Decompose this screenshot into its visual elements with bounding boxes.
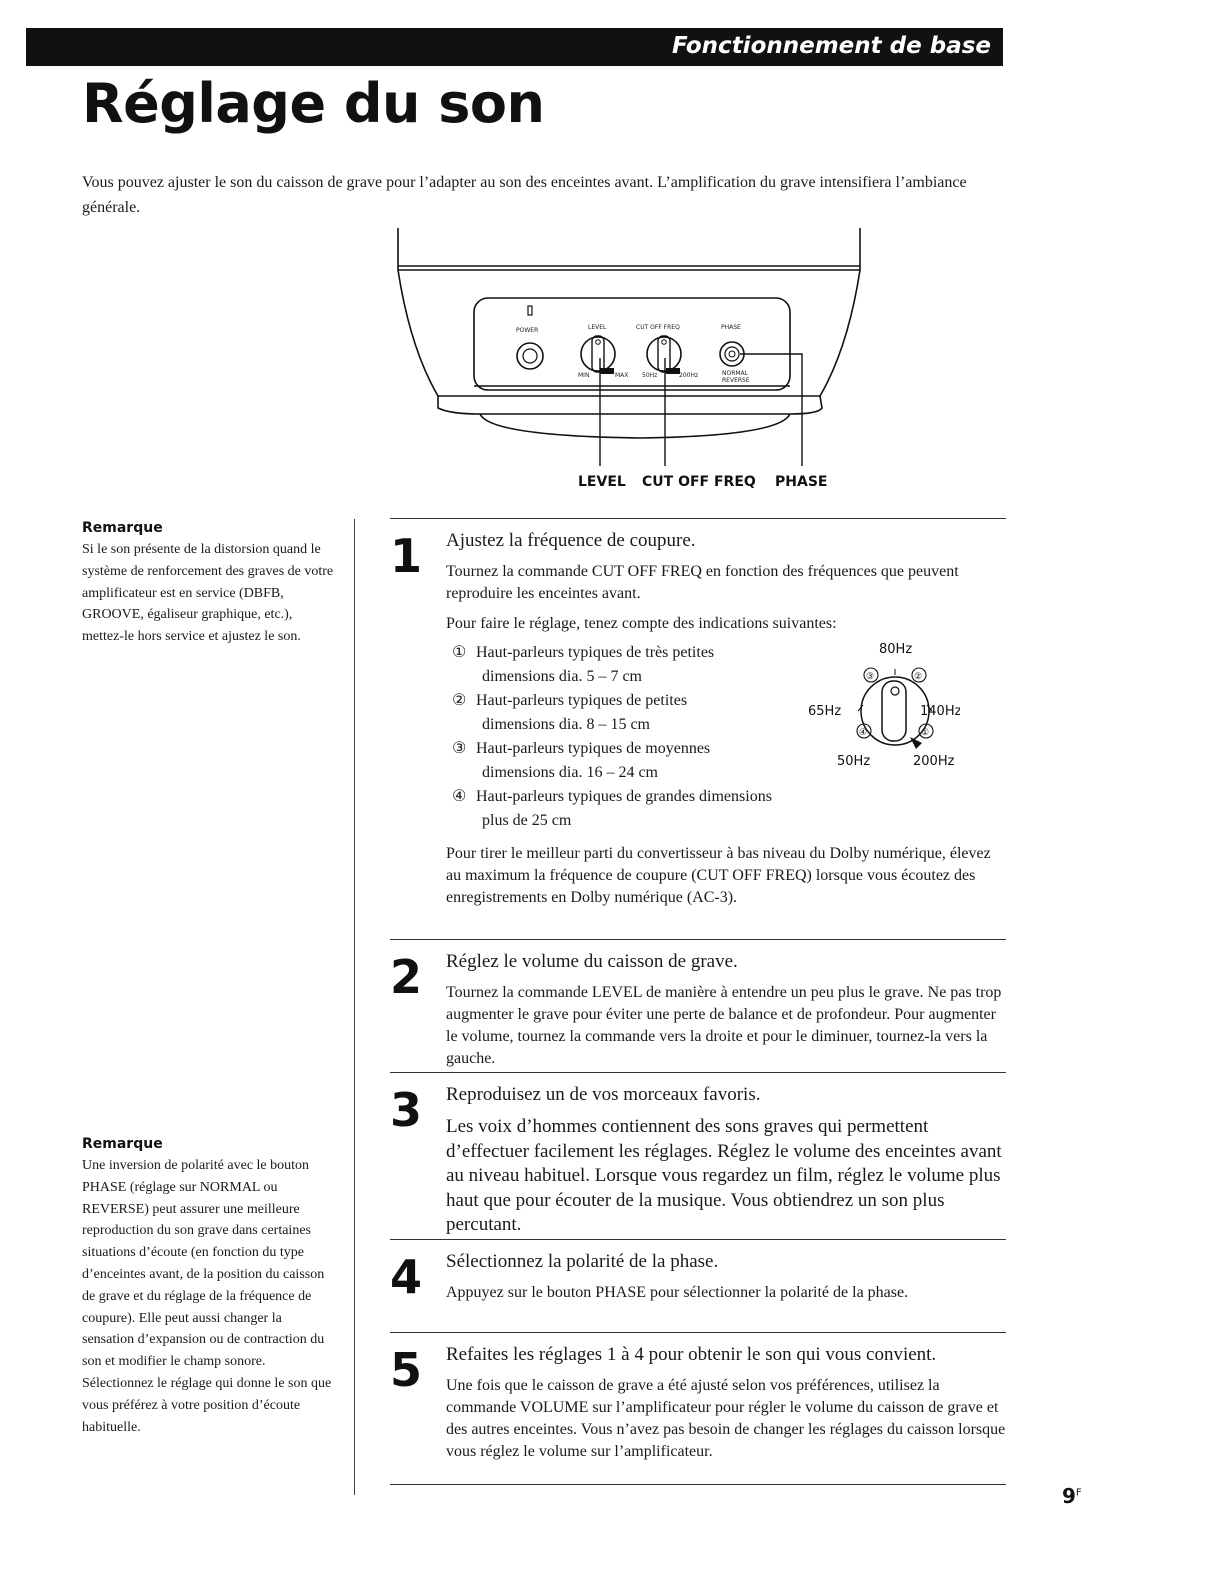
callout-phase: PHASE	[775, 474, 828, 490]
callout-cutoff: CUT OFF FREQ	[642, 474, 756, 490]
panel-reverse-label: REVERSE	[722, 377, 750, 384]
note-text: Une inversion de polarité avec le bouton PHASE (réglage sur NORMAL ou REVERSE) peut assurer une meilleure reproduction du son grave dans certaines situations d’écoute (en fonction du type d’enceintes avant, de la position du caisson de grave et du réglage de la fréquence de coupure). Elle peut aussi changer la sensation d’expansion ou de contraction du son et modifier le champ sonore. Sélectionnez le réglage qui donne le son que vous préférez à votre position d’écoute habituelle.	[82, 1158, 332, 1435]
item-line2: dimensions dia. 16 – 24 cm	[482, 764, 658, 781]
item-line1: Haut-parleurs typiques de petites	[476, 692, 688, 709]
panel-max-label: MAX	[615, 372, 629, 379]
cutoff-dial-illustration	[770, 639, 960, 774]
item-line2: dimensions dia. 5 – 7 cm	[482, 668, 642, 685]
page-number-suffix: F	[1075, 1487, 1082, 1499]
panel-power-label: POWER	[516, 327, 539, 334]
step-text: Une fois que le caisson de grave a été ajusté selon vos préférences, utilisez la commande VOLUME sur l’amplificateur pour régler le volume du caisson de grave et des autres enceintes. Vous n’avez pas besoin de changer les réglages du caisson lorsque vous réglez le volume sur l’amplificateur.	[446, 1377, 1006, 1460]
panel-200hz-label: 200Hz	[679, 372, 699, 379]
panel-phase-label: PHASE	[721, 324, 741, 331]
callout-level: LEVEL	[578, 474, 626, 490]
note-distortion	[82, 520, 337, 648]
note-text: Si le son présente de la distorsion quand le système de renforcement des graves de votre amplificateur est en service (DBFB, GROOVE, égaliseur graphique, etc.), mettez-le hors service et ajustez le son.	[82, 542, 334, 645]
steps-bottom-rule	[390, 1484, 1006, 1485]
section-banner	[26, 28, 1003, 66]
dial-marker-1: ①	[921, 727, 930, 737]
item-marker: ④	[452, 788, 467, 805]
step-3	[390, 1072, 1006, 1239]
step-content	[446, 950, 1006, 1078]
step-heading: Refaites les réglages 1 à 4 pour obtenir le son qui vous convient.	[446, 1344, 937, 1365]
step-5	[390, 1332, 1006, 1485]
step-content	[446, 1083, 1006, 1246]
subwoofer-panel-illustration	[390, 228, 880, 528]
dial-50hz-label: 50Hz	[837, 754, 871, 769]
panel-normal-label: NORMAL	[722, 370, 749, 377]
step-number: 2	[390, 950, 423, 1004]
step-text: Pour tirer le meilleur parti du convertisseur à bas niveau du Dolby numérique, élevez au maximum la fréquence de coupure (CUT OFF FREQ) lorsque vous écoutez des enregistrements en Dolby numérique (AC-3).	[446, 845, 991, 906]
list-item	[452, 785, 872, 833]
panel-cutoff-label: CUT OFF FREQ	[636, 324, 680, 331]
step-text: Appuyez sur le bouton PHASE pour sélectionner la polarité de la phase.	[446, 1284, 909, 1301]
item-marker: ①	[452, 644, 467, 661]
dial-140hz-label: 140Hz	[920, 704, 960, 719]
note-heading: Remarque	[82, 520, 163, 536]
step-2	[390, 939, 1006, 1072]
dial-marker-3: ③	[866, 671, 875, 681]
step-number: 5	[390, 1343, 423, 1397]
panel-min-label: MIN	[578, 372, 590, 379]
step-heading: Ajustez la fréquence de coupure.	[446, 530, 696, 551]
page-number-value: 9	[1062, 1484, 1076, 1508]
step-heading: Sélectionnez la polarité de la phase.	[446, 1251, 719, 1272]
step-text: Tournez la commande CUT OFF FREQ en fonction des fréquences que peuvent reproduire les enceintes avant.	[446, 563, 959, 602]
step-text: Tournez la commande LEVEL de manière à entendre un peu plus le grave. Ne pas trop augmenter le grave pour éviter une perte de balance et de profondeur. Pour augmenter le volume, tournez la commande vers la droite et pour le diminuer, tournez-la vers la gauche.	[446, 984, 1002, 1067]
item-line2: plus de 25 cm	[482, 812, 572, 829]
item-line2: dimensions dia. 8 – 15 cm	[482, 716, 650, 733]
step-1	[390, 518, 1006, 939]
section-label: Fonctionnement de base	[658, 30, 991, 62]
step-heading: Reproduisez un de vos morceaux favoris.	[446, 1084, 761, 1105]
dial-65hz-label: 65Hz	[808, 704, 842, 719]
step-number: 3	[390, 1083, 423, 1137]
item-marker: ③	[452, 740, 467, 757]
dial-80hz-label: 80Hz	[879, 642, 913, 657]
cutoff-dial-drawing	[770, 639, 960, 774]
dial-marker-2: ②	[914, 671, 923, 681]
step-heading: Réglez le volume du caisson de grave.	[446, 951, 738, 972]
column-divider	[354, 519, 355, 1495]
page-title: Réglage du son	[82, 72, 545, 135]
step-number: 1	[390, 529, 423, 583]
panel-level-label: LEVEL	[588, 324, 607, 331]
note-heading: Remarque	[82, 1136, 163, 1152]
step-text: Les voix d’hommes contiennent des sons graves qui permettent d’effectuer facilement les réglages. Réglez le volume des enceintes avant au niveau habituel. Lorsque vous regardez un film, réglez le volume plus haut que pour écouter de la musique. Vous obtiendrez un son plus percutant.	[446, 1116, 1002, 1235]
intro-paragraph: Vous pouvez ajuster le son du caisson de grave pour l’adapter au son des enceintes avant. L’amplification du grave intensifiera l’ambiance générale.	[82, 174, 967, 216]
step-number: 4	[390, 1250, 423, 1304]
step-content	[446, 1250, 1006, 1312]
page-number	[1062, 1484, 1082, 1508]
step-content	[446, 1343, 1006, 1471]
step-text: Pour faire le réglage, tenez compte des indications suivantes:	[446, 615, 837, 632]
step-4	[390, 1239, 1006, 1332]
item-line1: Haut-parleurs typiques de grandes dimensions	[476, 788, 772, 805]
item-marker: ②	[452, 692, 467, 709]
item-line1: Haut-parleurs typiques de très petites	[476, 644, 715, 661]
dial-200hz-label: 200Hz	[913, 754, 955, 769]
item-line1: Haut-parleurs typiques de moyennes	[476, 740, 711, 757]
dial-marker-4: ④	[859, 727, 868, 737]
panel-50hz-label: 50Hz	[642, 372, 658, 379]
subwoofer-panel-drawing	[390, 228, 880, 528]
note-phase	[82, 1136, 337, 1438]
